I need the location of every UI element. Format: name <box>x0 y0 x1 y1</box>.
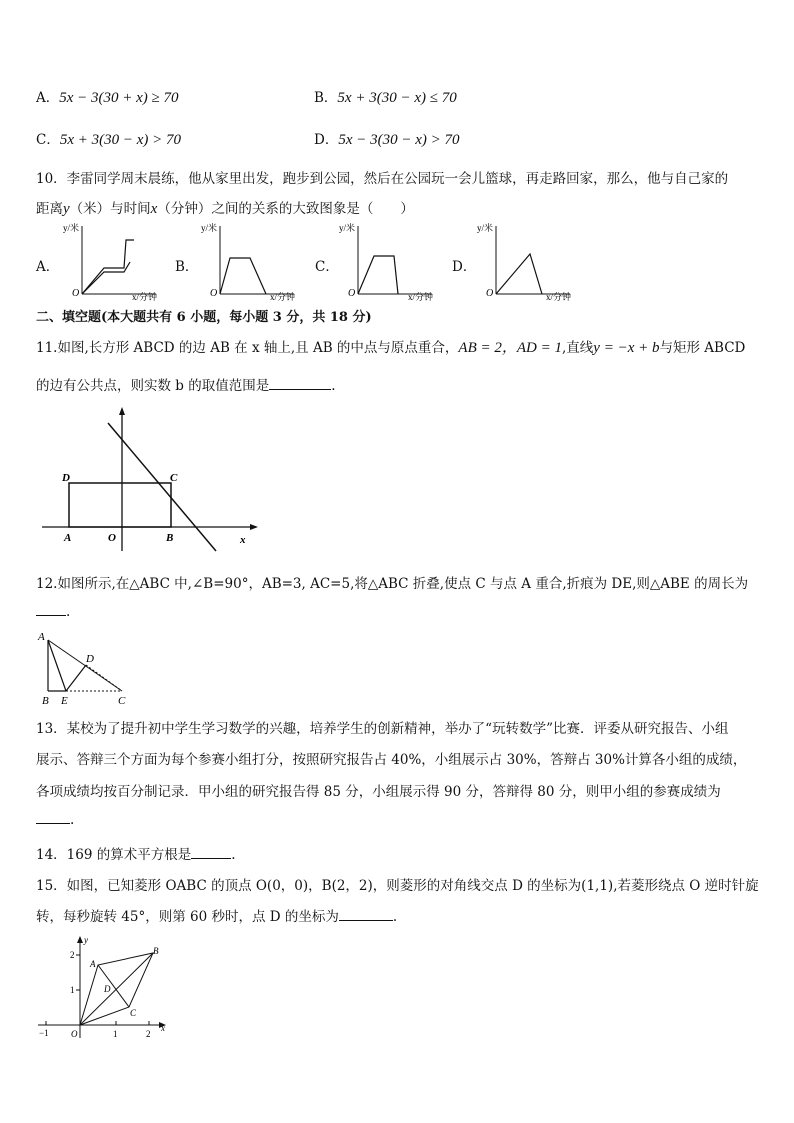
graph-d-ylabel: y/米 <box>477 223 494 233</box>
q15-answer-blank <box>339 908 393 921</box>
q12-label-a: A <box>38 631 45 643</box>
q13-line3: 各项成绩均按百分制记录．甲小组的研究报告得 85 分，小组展示得 90 分，答辩得 80 分，则甲小组的参赛成绩为 <box>36 784 721 800</box>
q12-line1: 12.如图所示,在△ABC 中,∠B=90°，AB=3, AC=5,将△ABC 折叠,使点 C 与点 A 重合,折痕为 DE,则△ABE 的周长为 <box>36 576 749 592</box>
q15-label-x: x <box>161 1023 165 1033</box>
graph-b-ylabel: y/米 <box>201 223 218 233</box>
q10-line1: 10．李雷同学周末晨练，他从家里出发，跑步到公园，然后在公园玩一会儿篮球，再走路回家，那么，他与自己家的 <box>36 171 729 187</box>
q13-answer-blank <box>36 811 70 824</box>
q11-label-x: x <box>240 534 246 546</box>
graph-b-origin: O <box>210 288 218 299</box>
q12-figure <box>36 628 136 708</box>
q15-line2: 转，每秒旋转 45°，则第 60 秒时，点 D 的坐标为 . <box>36 909 398 925</box>
q11-label-a: A <box>64 532 72 544</box>
q12-answer-blank <box>36 603 66 616</box>
q12-label-e: E <box>61 695 68 707</box>
q12-label-d: D <box>86 653 94 665</box>
q13-line4: . <box>36 811 74 828</box>
q10-graph-c <box>336 220 446 302</box>
q9-option-b: B．5x + 3(30 − x) ≤ 70 <box>314 90 457 106</box>
q15-tick-y1: 1 <box>70 985 75 995</box>
q10-graph-b <box>198 220 308 302</box>
q11-label-o: O <box>108 532 116 544</box>
q11-line2: 的边有公共点，则实数 b 的取值范围是 . <box>36 378 336 394</box>
q10-graph-d <box>474 220 584 302</box>
q11-line1: 11.如图,长方形 ABCD 的边 AB 在 x 轴上,且 AB 的中点与原点重合，AB = 2，AD = 1,直线y = −x + b与矩形 ABCD <box>36 340 746 356</box>
q15-line1: 15．如图，已知菱形 OABC 的顶点 O(0，0)，B(2，2)，则菱形的对角线交点 D 的坐标为(1,1),若菱形绕点 O 逆时针旋 <box>36 878 759 894</box>
q11-answer-blank <box>269 377 331 390</box>
q10-graph-a-curve <box>60 220 170 302</box>
q12-label-c: C <box>118 695 126 707</box>
q15-label-o: O <box>71 1029 78 1039</box>
graph-b-xlabel: x/分钟 <box>270 292 296 302</box>
q13-line1: 13．某校为了提升初中学生学习数学的兴趣，培养学生的创新精神，举办了“玩转数学”比赛．评委从研究报告、小组 <box>36 721 729 737</box>
q14-line: 14．169 的算术平方根是 . <box>36 847 236 863</box>
q12-label-b: B <box>42 695 49 707</box>
q15-label-a: A <box>90 959 96 969</box>
graph-a-ylabel: y/米 <box>63 223 80 233</box>
q12-line2: . <box>36 603 70 620</box>
q13-line2: 展示、答辩三个方面为每个参赛小组打分，按照研究报告占 40%，小组展示占 30%，答辩占 30%计算各小组的成绩， <box>36 752 747 768</box>
graph-d-origin: O <box>486 288 494 299</box>
q15-tick-x2: 2 <box>146 1029 151 1039</box>
q11-label-b: B <box>166 532 174 544</box>
q15-label-b: B <box>153 946 159 956</box>
q15-label-d: D <box>104 984 111 994</box>
graph-a-xlabel: x/分钟 <box>132 292 158 302</box>
q15-label-c: C <box>130 1008 137 1018</box>
q9-option-d: D．5x − 3(30 − x) > 70 <box>314 132 460 148</box>
q11-label-c: C <box>170 472 178 484</box>
q9-option-a: A．5x − 3(30 + x) ≥ 70 <box>36 90 179 106</box>
q15-tick-xneg1: −1 <box>39 1028 49 1038</box>
graph-c-ylabel: y/米 <box>339 223 356 233</box>
q15-figure <box>34 932 174 1042</box>
q11-label-d: D <box>62 472 70 484</box>
section2-title: 二、填空题(本大题共有 6 小题，每小题 3 分，共 18 分) <box>36 310 372 325</box>
q10-graph-b-letter: B． <box>175 259 199 275</box>
q10-graph-c-letter: C． <box>315 259 339 275</box>
q10-graph-a-letter: A． <box>36 259 60 275</box>
q9-option-c: C．5x + 3(30 − x) > 70 <box>36 132 182 148</box>
q15-label-y: y <box>84 935 88 945</box>
graph-a-origin: O <box>72 288 80 299</box>
q14-answer-blank <box>191 846 231 859</box>
graph-c-origin: O <box>348 288 356 299</box>
q10-graph-d-letter: D． <box>452 259 477 275</box>
graph-d-xlabel: x/分钟 <box>546 292 572 302</box>
q15-tick-y2: 2 <box>70 950 75 960</box>
graph-c-xlabel: x/分钟 <box>408 292 434 302</box>
q15-tick-x1: 1 <box>113 1029 118 1039</box>
q10-line2: 距离y（米）与时间x（分钟）之间的关系的大致图象是（ ） <box>36 201 414 217</box>
q11-figure <box>36 405 272 555</box>
